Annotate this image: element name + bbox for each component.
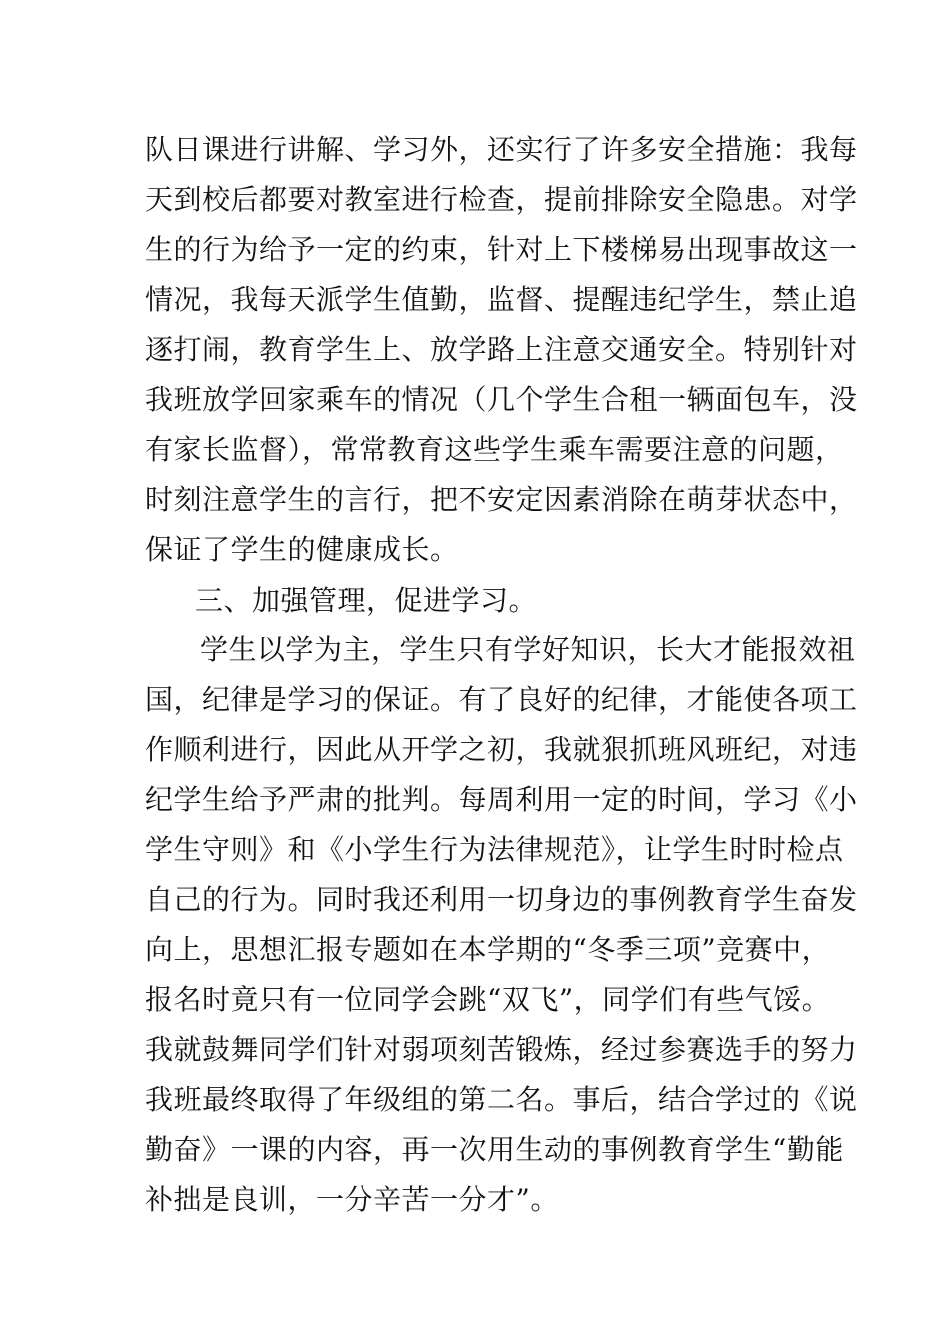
paragraph-1-line-9: 保证了学生的健康成长。 xyxy=(145,533,459,566)
paragraph-1-line-4: 情况，我每天派学生值勤，监督、提醒违纪学生，禁止追 xyxy=(145,283,858,316)
paragraph-2-line-9: 我就鼓舞同学们针对弱项刻苦锻炼，经过参赛选手的努力 xyxy=(145,1033,858,1066)
paragraph-1-line-1: 队日课进行讲解、学习外，还实行了许多安全措施：我每 xyxy=(145,133,858,166)
paragraph-2-line-12: 补拙是良训，一分辛苦一分才”。 xyxy=(145,1183,559,1216)
paragraph-1-line-5: 逐打闹，教育学生上、放学路上注意交通安全。特别针对 xyxy=(145,333,858,366)
paragraph-2-line-3: 作顺利进行，因此从开学之初，我就狠抓班风班纪，对违 xyxy=(145,733,858,766)
paragraph-2-line-11: 勤奋》一课的内容，再一次用生动的事例教育学生“勤能 xyxy=(145,1133,844,1166)
paragraph-1-line-2: 天到校后都要对教室进行检查，提前排除安全隐患。对学 xyxy=(145,183,858,216)
paragraph-1-line-8: 时刻注意学生的言行，把不安定因素消除在萌芽状态中， xyxy=(145,483,858,516)
paragraph-2-line-6: 自己的行为。同时我还利用一切身边的事例教育学生奋发 xyxy=(145,883,858,916)
section-heading: 三、加强管理，促进学习。 xyxy=(195,584,538,617)
paragraph-1-line-6: 我班放学回家乘车的情况（几个学生合租一辆面包车，没 xyxy=(145,383,858,416)
paragraph-2-line-2: 国，纪律是学习的保证。有了良好的纪律，才能使各项工 xyxy=(145,683,858,716)
paragraph-1-line-7: 有家长监督），常常教育这些学生乘车需要注意的问题， xyxy=(145,433,844,466)
paragraph-1-line-3: 生的行为给予一定的约束，针对上下楼梯易出现事故这一 xyxy=(145,233,858,266)
paragraph-2-line-7: 向上，思想汇报专题如在本学期的“冬季三项”竞赛中， xyxy=(145,933,831,966)
paragraph-2-line-8: 报名时竟只有一位同学会跳“双飞”，同学们有些气馁。 xyxy=(145,983,831,1016)
paragraph-2-line-4: 纪学生给予严肃的批判。每周利用一定的时间，学习《小 xyxy=(145,783,858,816)
paragraph-2-line-1: 学生以学为主，学生只有学好知识，长大才能报效祖 xyxy=(200,633,856,666)
paragraph-2-line-10: 我班最终取得了年级组的第二名。事后，结合学过的《说 xyxy=(145,1083,858,1116)
paragraph-2-line-5: 学生守则》和《小学生行为法律规范》，让学生时时检点 xyxy=(145,833,844,866)
